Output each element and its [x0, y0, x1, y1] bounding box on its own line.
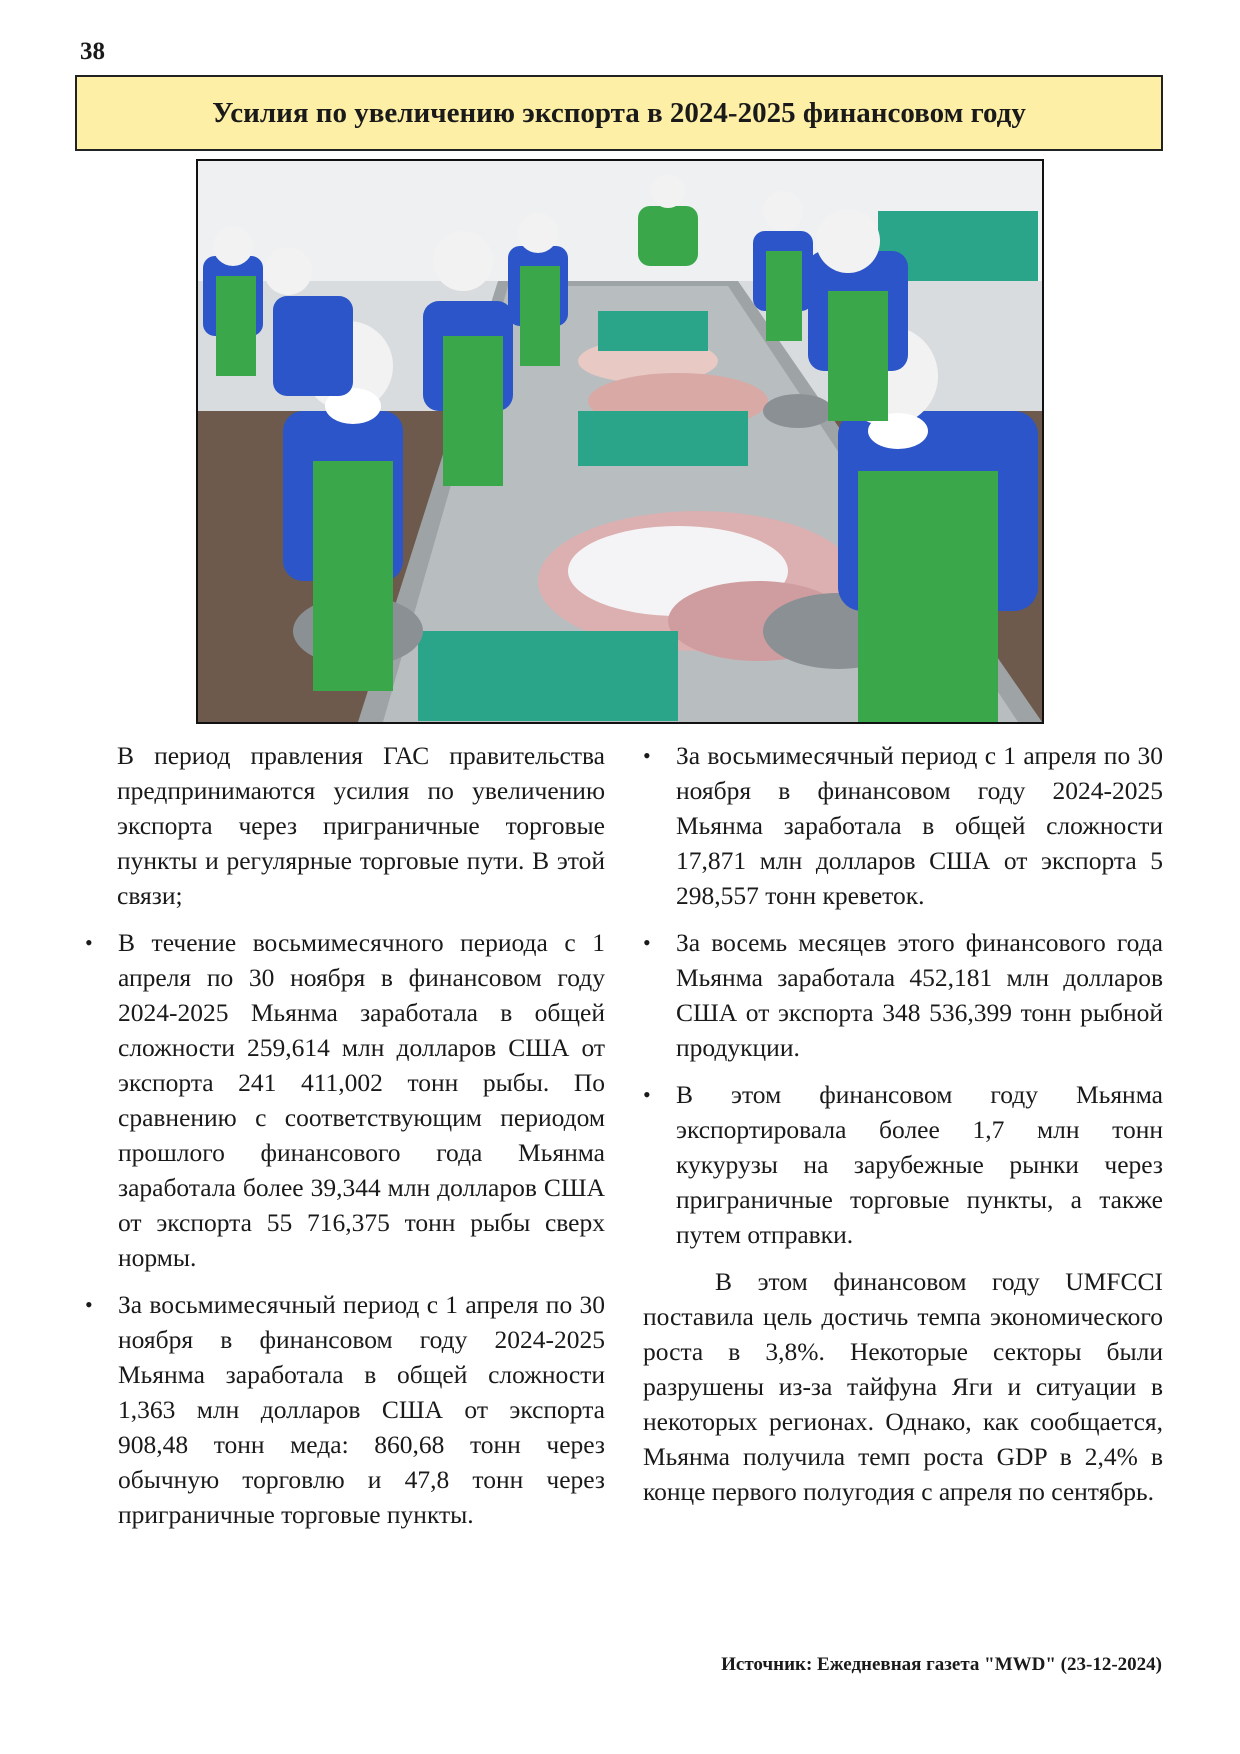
source-citation: Источник: Ежедневная газета "MWD" (23-12-2024): [721, 1654, 1162, 1675]
bullet-item: [643, 738, 1163, 913]
bullet-text: За восемь месяцев этого финансового года Мьянма заработала 452,181 млн долларов США от экспорта 348 536,399 тонн рыбной продукции.: [676, 928, 1163, 1062]
closing-paragraph: В этом финансовом году UMFCCI поставила цель достичь темпа экономического роста в 3,8%. Некоторые секторы были разрушены из-за тайфуна Яги и ситуации в некоторых регионах. Однако, как сообщается, Мьянма получила темп роста GDP в 2,4% в конце первого полугодия с апреля по сентябрь.: [643, 1267, 1163, 1506]
bullet-icon: •: [643, 930, 651, 955]
bullet-item: [643, 1077, 1163, 1252]
steel-bowl: [763, 394, 833, 428]
bullet-icon: •: [85, 930, 93, 955]
left-column: [85, 738, 605, 1544]
bullet-icon: •: [643, 743, 651, 768]
bullet-item: [85, 925, 605, 1275]
green-crate: [418, 631, 678, 721]
bullet-icon: •: [643, 1082, 651, 1107]
article-photo: [196, 159, 1044, 724]
right-column: [643, 738, 1163, 1521]
article-title: Усилия по увеличению экспорта в 2024-2025 финансовом году: [212, 96, 1026, 129]
bullet-text: В течение восьмимесячного периода с 1 апреля по 30 ноября в финансовом году 2024-2025 Мьянма заработала в общей сложности 259,614 млн долларов США от экспорта 241 411,002 тонн рыбы. По сравнению с соответствующим периодом прошлого финансового года Мьянма заработала более 39,344 млн долларов США от экспорта 55 716,375 тонн рыбы сверх нормы.: [118, 928, 605, 1272]
article-title-box: [75, 75, 1163, 151]
bullet-text: За восьмимесячный период с 1 апреля по 30 ноября в финансовом году 2024-2025 Мьянма заработала в общей сложности 1,363 млн долларов США от экспорта 908,48 тонн меда: 860,68 тонн через обычную торговлю и 47,8 тонн через приграничные торговые пункты.: [118, 1290, 605, 1529]
green-crate: [578, 411, 748, 466]
bullet-item: [643, 925, 1163, 1065]
bullet-text: В этом финансовом году Мьянма экспортировала более 1,7 млн тонн кукурузы на зарубежные рынки через приграничные торговые пункты, а также путем отправки.: [676, 1080, 1163, 1249]
intro-paragraph: В период правления ГАС правительства предпринимаются усилия по увеличению экспорта через приграничные торговые пункты и регулярные торговые пути. В этой связи;: [117, 741, 605, 910]
bullet-icon: •: [85, 1292, 93, 1317]
bullet-text: За восьмимесячный период с 1 апреля по 30 ноября в финансовом году 2024-2025 Мьянма заработала в общей сложности 17,871 млн долларов США от экспорта 5 298,557 тонн креветок.: [676, 741, 1163, 910]
green-crate: [598, 311, 708, 351]
page-number: 38: [80, 38, 105, 65]
fish-processing-illustration: [198, 161, 1042, 722]
bullet-item: [85, 1287, 605, 1532]
